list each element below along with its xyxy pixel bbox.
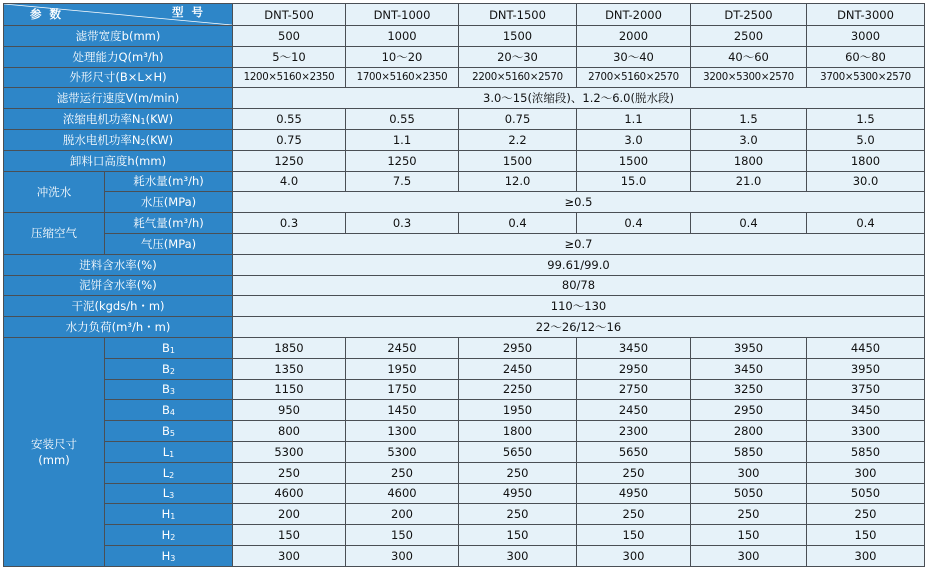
dimension-subscript: 1 [169,345,175,355]
table-cell: 250 [577,462,691,483]
table-cell: 1200×5160×2350 [233,67,346,88]
table-row [4,337,925,358]
table-cell: 0.3 [346,213,459,234]
table-cell: 2750 [577,379,691,400]
table-row [4,421,925,442]
table-cell: 3200×5300×2570 [691,67,807,88]
table-cell: 1700×5160×2350 [346,67,459,88]
table-cell: 0.4 [691,213,807,234]
table-cell: 300 [691,545,807,566]
table-cell: 1800 [691,150,807,171]
table-row [4,545,925,566]
table-cell: 3950 [691,337,807,358]
dimension-letter: B [162,424,170,439]
table-cell: 0.3 [233,213,346,234]
table-cell: 20～30 [459,46,577,67]
table-cell: 1450 [346,400,459,421]
row-label-subscript: 1 [140,117,146,127]
dimension-letter: B [162,340,170,355]
row-label-main: 脱水电机功率N [62,132,141,147]
table-cell: 4950 [577,483,691,504]
table-cell: 300 [691,462,807,483]
table-cell: 4600 [233,483,346,504]
table-cell: 3250 [691,379,807,400]
table-cell: 1850 [233,337,346,358]
table-row [4,483,925,504]
table-cell: 0.4 [577,213,691,234]
table-cell: 2700×5160×2570 [577,67,691,88]
table-row [4,171,925,192]
table-cell: 1300 [346,421,459,442]
row-label-unit: (KW) [145,112,174,127]
row-label [105,358,233,379]
table-cell: 2300 [577,421,691,442]
table-cell: 2450 [459,358,577,379]
table-row [4,441,925,462]
install-dimensions-section [4,337,925,566]
model-header: DNT-1500 [459,4,577,26]
table-cell: 80/78 [233,275,925,296]
row-label: 耗水量(m³/h) [105,171,233,192]
table-row [4,213,925,234]
dimension-letter: L [162,444,170,459]
table-cell: 40～60 [691,46,807,67]
table-cell: 30～40 [577,46,691,67]
table-cell: 1800 [807,150,925,171]
dimension-subscript: 5 [169,429,175,439]
table-cell: 15.0 [577,171,691,192]
param-label: 参数 [30,7,69,21]
table-cell: 1.1 [346,129,459,150]
table-cell: 950 [233,400,346,421]
table-cell: 1500 [577,150,691,171]
table-row [4,525,925,546]
table-cell: 3.0 [577,129,691,150]
table-row [4,233,925,254]
model-header: DNT-1000 [346,4,459,26]
model-header: DNT-3000 [807,4,925,26]
row-label: 处理能力Q(m³/h) [4,46,233,67]
table-row [4,317,925,338]
table-cell: 300 [807,545,925,566]
table-cell: 250 [459,462,577,483]
table-row [4,192,925,213]
table-cell: 0.55 [233,109,346,130]
table-cell: 22～26/12～16 [233,317,925,338]
table-cell: 4.0 [233,171,346,192]
group-label-unit: (mm) [38,452,70,467]
row-label: 水压(MPa) [105,192,233,213]
table-cell: 1500 [459,26,577,47]
table-cell: 2950 [691,400,807,421]
dimension-letter: H [161,507,171,522]
dimension-subscript: 2 [170,533,176,543]
table-row [4,109,925,130]
dimension-subscript: 2 [169,366,175,376]
group-label-line: 安装尺寸 [31,436,77,451]
table-cell: 800 [233,421,346,442]
table-cell: 1500 [459,150,577,171]
table-cell: 5650 [459,441,577,462]
table-cell: 1350 [233,358,346,379]
row-label [105,462,233,483]
table-cell: 5650 [577,441,691,462]
table-row [4,379,925,400]
table-row [4,254,925,275]
table-cell: 2000 [577,26,691,47]
table-cell: 200 [233,504,346,525]
table-row [4,67,925,88]
table-cell: 150 [459,525,577,546]
group-label: 压缩空气 [4,213,105,255]
row-label [4,109,233,130]
table-cell: 3.0 [691,129,807,150]
table-cell: 200 [346,504,459,525]
table-cell: 2950 [459,337,577,358]
row-label [105,483,233,504]
dimension-letter: L [162,486,170,501]
table-cell: 7.5 [346,171,459,192]
table-cell: 1.5 [807,109,925,130]
table-cell: 5050 [807,483,925,504]
dimension-letter: B [162,403,170,418]
table-cell: 5.0 [807,129,925,150]
row-label: 滤带运行速度V(m/min) [4,88,233,109]
row-label: 水力负荷(m³/h・m) [4,317,233,338]
table-cell: 1250 [233,150,346,171]
table-cell: 500 [233,26,346,47]
dimension-subscript: 1 [169,449,175,459]
header-row [4,4,925,26]
model-header: DNT-500 [233,4,346,26]
row-label: 卸料口高度h(mm) [4,150,233,171]
row-label [105,421,233,442]
table-cell: 150 [807,525,925,546]
table-cell: 5300 [233,441,346,462]
table-cell: 3450 [691,358,807,379]
table-cell: 1750 [346,379,459,400]
row-label [105,504,233,525]
spec-table [3,3,925,567]
table-cell: 4450 [807,337,925,358]
row-label-subscript: 2 [140,137,146,147]
row-label-main: 浓缩电机功率N [62,112,141,127]
table-cell: 5850 [691,441,807,462]
table-cell: 150 [691,525,807,546]
table-cell: 2.2 [459,129,577,150]
row-label [105,337,233,358]
table-cell: 1250 [346,150,459,171]
table-row [4,46,925,67]
model-header: DT-2500 [691,4,807,26]
table-cell: 5～10 [233,46,346,67]
row-label-unit: (KW) [145,132,174,147]
table-cell: 2800 [691,421,807,442]
table-cell: 0.4 [459,213,577,234]
table-cell: 3000 [807,26,925,47]
table-row [4,296,925,317]
table-cell: 12.0 [459,171,577,192]
table-cell: 1.1 [577,109,691,130]
table-cell: 1950 [459,400,577,421]
table-cell: 3300 [807,421,925,442]
table-cell: 3450 [807,400,925,421]
dimension-letter: B [162,382,170,397]
dimension-letter: B [162,361,170,376]
row-label: 滤带宽度b(mm) [4,26,233,47]
table-cell: 0.75 [233,129,346,150]
table-cell: 60～80 [807,46,925,67]
group-label: 冲洗水 [4,171,105,213]
table-cell: 5850 [807,441,925,462]
table-cell: 300 [233,545,346,566]
table-cell: 21.0 [691,171,807,192]
table-cell: 150 [346,525,459,546]
row-label: 外形尺寸(B×L×H) [4,67,233,88]
table-cell: 0.55 [346,109,459,130]
table-cell: 4950 [459,483,577,504]
group-label [4,337,105,566]
row-label [4,129,233,150]
dimension-subscript: 1 [170,512,176,522]
table-cell: 3450 [577,337,691,358]
table-cell: 0.4 [807,213,925,234]
table-row [4,400,925,421]
table-cell: 250 [691,504,807,525]
dimension-subscript: 3 [170,553,176,563]
model-header: DNT-2000 [577,4,691,26]
dimension-letter: H [161,528,171,543]
table-cell: 110～130 [233,296,925,317]
table-cell: ≥0.7 [233,233,925,254]
table-cell: 250 [807,504,925,525]
table-cell: 2200×5160×2570 [459,67,577,88]
table-cell: 2950 [577,358,691,379]
dimension-subscript: 4 [169,408,175,418]
table-cell: 250 [577,504,691,525]
table-cell: 2450 [346,337,459,358]
table-cell: 150 [233,525,346,546]
table-cell: 1800 [459,421,577,442]
corner-header-cell [4,4,233,26]
dimension-letter: L [162,465,170,480]
table-cell: 300 [807,462,925,483]
dimension-letter: H [161,548,171,563]
table-cell: 3700×5300×2570 [807,67,925,88]
row-label [105,379,233,400]
row-label: 干泥(kgds/h・m) [4,296,233,317]
row-label: 气压(MPa) [105,233,233,254]
table-cell: 300 [577,545,691,566]
table-row [4,275,925,296]
table-cell: 300 [459,545,577,566]
table-cell: 3.0～15(浓缩段)、1.2～6.0(脱水段) [233,88,925,109]
row-label [105,400,233,421]
table-cell: 4600 [346,483,459,504]
table-cell: 10～20 [346,46,459,67]
table-cell: 0.75 [459,109,577,130]
dimension-subscript: 3 [169,387,175,397]
row-label [105,525,233,546]
table-row [4,88,925,109]
table-row [4,150,925,171]
table-cell: 2450 [577,400,691,421]
table-cell: 2250 [459,379,577,400]
table-cell: 1150 [233,379,346,400]
table-cell: 5050 [691,483,807,504]
row-label [105,441,233,462]
table-cell: 5300 [346,441,459,462]
table-cell: 1950 [346,358,459,379]
table-cell: 1000 [346,26,459,47]
row-label: 耗气量(m³/h) [105,213,233,234]
table-row [4,26,925,47]
table-cell: ≥0.5 [233,192,925,213]
table-cell: 250 [346,462,459,483]
dimension-subscript: 2 [169,470,175,480]
table-cell: 3950 [807,358,925,379]
row-label [105,545,233,566]
row-label: 进料含水率(%) [4,254,233,275]
table-cell: 250 [459,504,577,525]
table-row [4,129,925,150]
table-cell: 30.0 [807,171,925,192]
table-cell: 1.5 [691,109,807,130]
table-row [4,462,925,483]
table-cell: 250 [233,462,346,483]
row-label: 泥饼含水率(%) [4,275,233,296]
table-cell: 99.61/99.0 [233,254,925,275]
model-label: 型号 [172,5,211,19]
table-row [4,504,925,525]
dimension-subscript: 3 [169,491,175,501]
table-cell: 150 [577,525,691,546]
table-cell: 300 [346,545,459,566]
table-cell: 3750 [807,379,925,400]
table-row [4,358,925,379]
table-cell: 2500 [691,26,807,47]
